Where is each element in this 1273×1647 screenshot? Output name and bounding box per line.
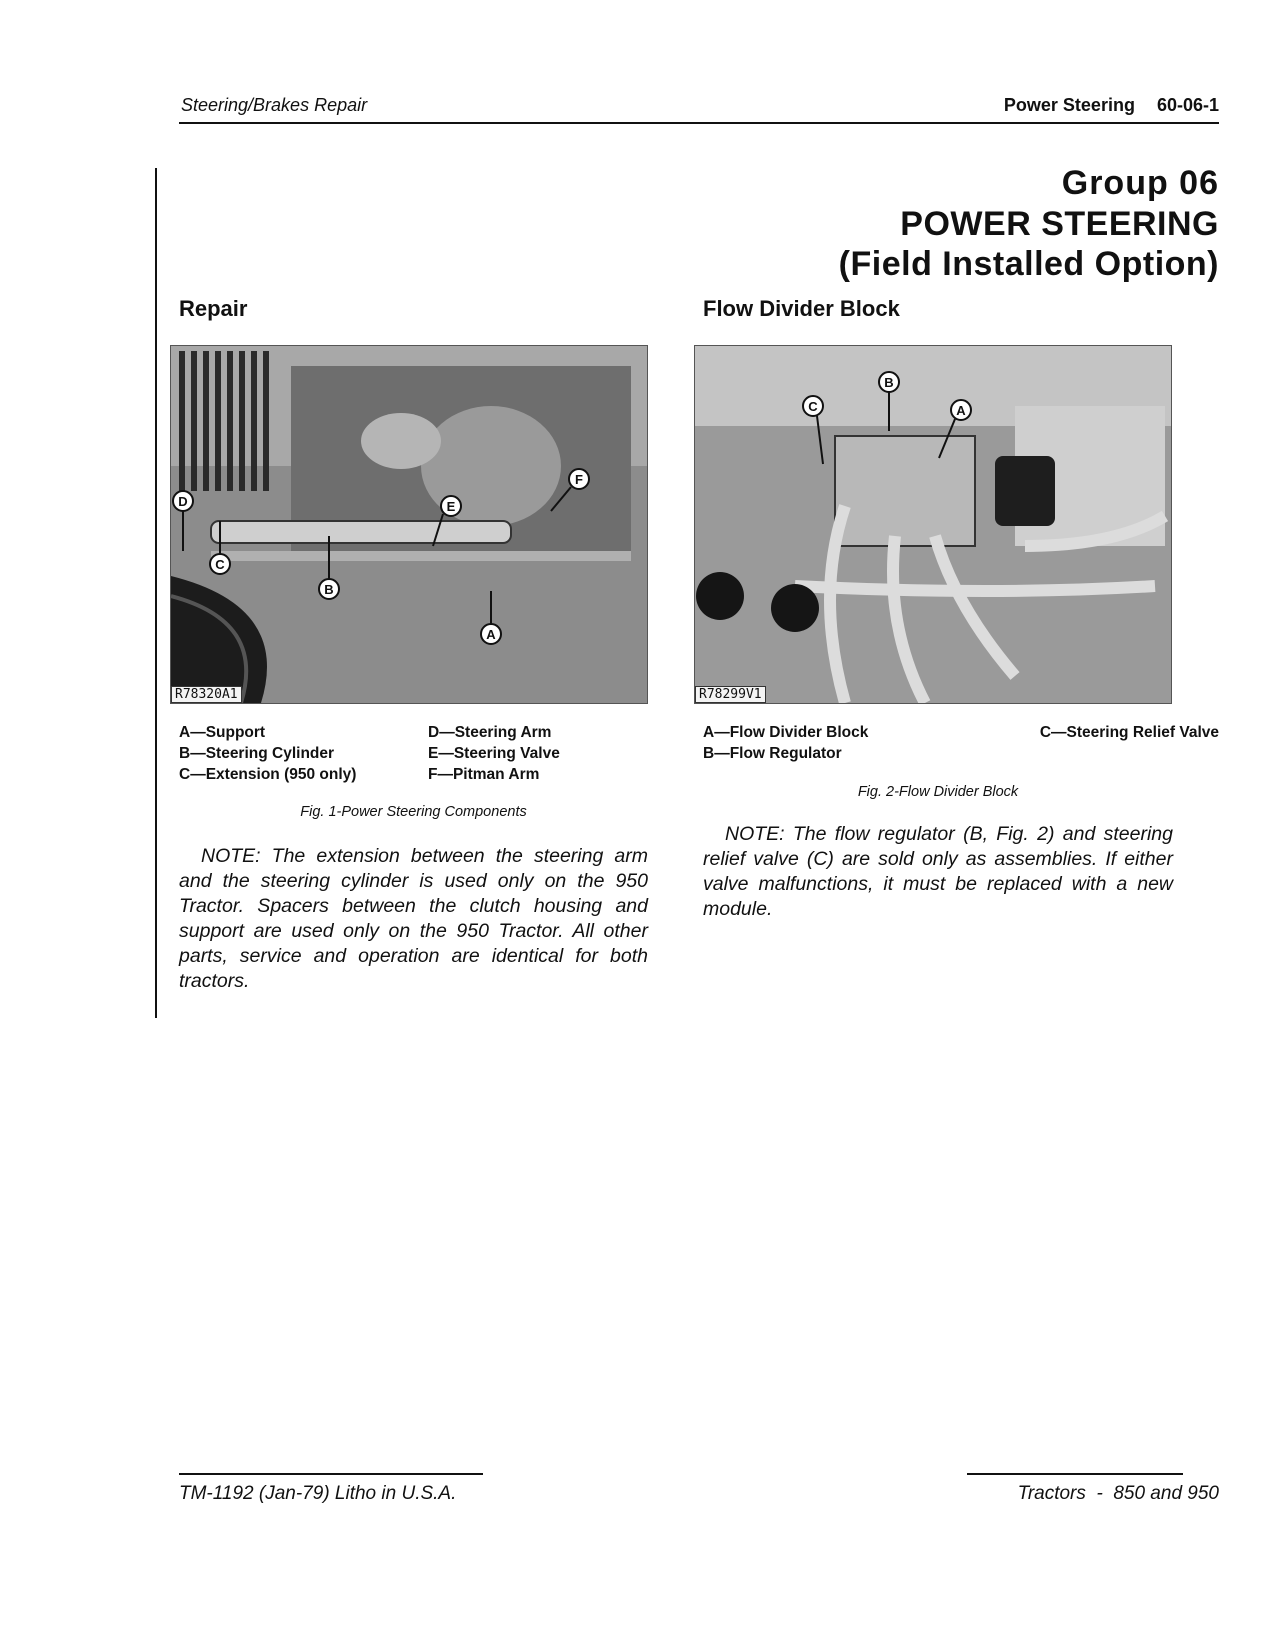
group-title: Group 06 bbox=[1061, 164, 1219, 202]
figure-2-illustration bbox=[695, 346, 1171, 703]
callout-c: C bbox=[215, 557, 225, 572]
note-paragraph-left: NOTE: The extension between the steering arm and the steering cylinder is used only on the 950 Tractor. Spacers between the clutch housing and support are used only on the 950 Tractor. All other parts, service and operation are identical for both tractors. bbox=[179, 845, 648, 992]
footer-rule-right bbox=[967, 1473, 1183, 1475]
figure-2-photo bbox=[694, 345, 1172, 704]
header-rule bbox=[179, 122, 1219, 124]
callout-a: A bbox=[486, 627, 496, 642]
page-title: POWER STEERING bbox=[900, 205, 1219, 243]
title-block bbox=[839, 162, 1219, 284]
figure-2-legend-col2 bbox=[1040, 722, 1219, 743]
legend-item: B—Flow Regulator bbox=[703, 745, 842, 762]
change-bar bbox=[155, 168, 157, 1018]
legend-item: E—Steering Valve bbox=[428, 745, 560, 762]
callout-e: E bbox=[446, 499, 456, 514]
header-section: Power Steering bbox=[1003, 95, 1135, 115]
callout-f: F bbox=[575, 472, 583, 487]
figure-1-code: R78320A1 bbox=[171, 686, 242, 703]
note-paragraph-right: NOTE: The flow regulator (B, Fig. 2) and steering relief valve (C) are sold only as assemblies. If either valve malfunctions, it must be replaced with a new module. bbox=[703, 823, 1173, 920]
page-subtitle: (Field Installed Option) bbox=[838, 245, 1219, 283]
footer-right: Tractors - 850 and 950 bbox=[1017, 1483, 1219, 1504]
footer-left: TM-1192 (Jan-79) Litho in U.S.A. bbox=[179, 1483, 457, 1504]
figure-1-illustration bbox=[171, 346, 647, 703]
figure-2-caption: Fig. 2-Flow Divider Block bbox=[857, 784, 1019, 800]
figure-1-legend-col1 bbox=[179, 722, 356, 785]
footer-rule-left bbox=[179, 1473, 483, 1475]
legend-item: F—Pitman Arm bbox=[428, 766, 540, 783]
section-heading-flow-divider: Flow Divider Block bbox=[703, 296, 900, 321]
figure-2-code: R78299V1 bbox=[695, 686, 766, 703]
running-header-left: Steering/Brakes Repair bbox=[181, 95, 368, 115]
legend-item: A—Support bbox=[179, 724, 266, 741]
section-heading-repair: Repair bbox=[179, 296, 248, 321]
figure-1-photo bbox=[170, 345, 648, 704]
page-number: 60-06-1 bbox=[1156, 95, 1219, 115]
figure-2-legend-col1 bbox=[703, 722, 868, 764]
figure-1-legend-col2 bbox=[428, 722, 560, 785]
legend-item: B—Steering Cylinder bbox=[179, 745, 335, 762]
legend-item: A—Flow Divider Block bbox=[703, 724, 869, 741]
running-header-right bbox=[1004, 95, 1219, 116]
callout-b: B bbox=[324, 582, 334, 597]
callout-d: D bbox=[178, 494, 188, 509]
callout-b: B bbox=[884, 375, 894, 390]
callout-a: A bbox=[956, 403, 966, 418]
figure-1-caption: Fig. 1-Power Steering Components bbox=[300, 804, 527, 820]
legend-item: C—Extension (950 only) bbox=[179, 766, 357, 783]
legend-item: D—Steering Arm bbox=[428, 724, 552, 741]
callout-c: C bbox=[808, 399, 818, 414]
legend-item: C—Steering Relief Valve bbox=[1039, 724, 1219, 741]
